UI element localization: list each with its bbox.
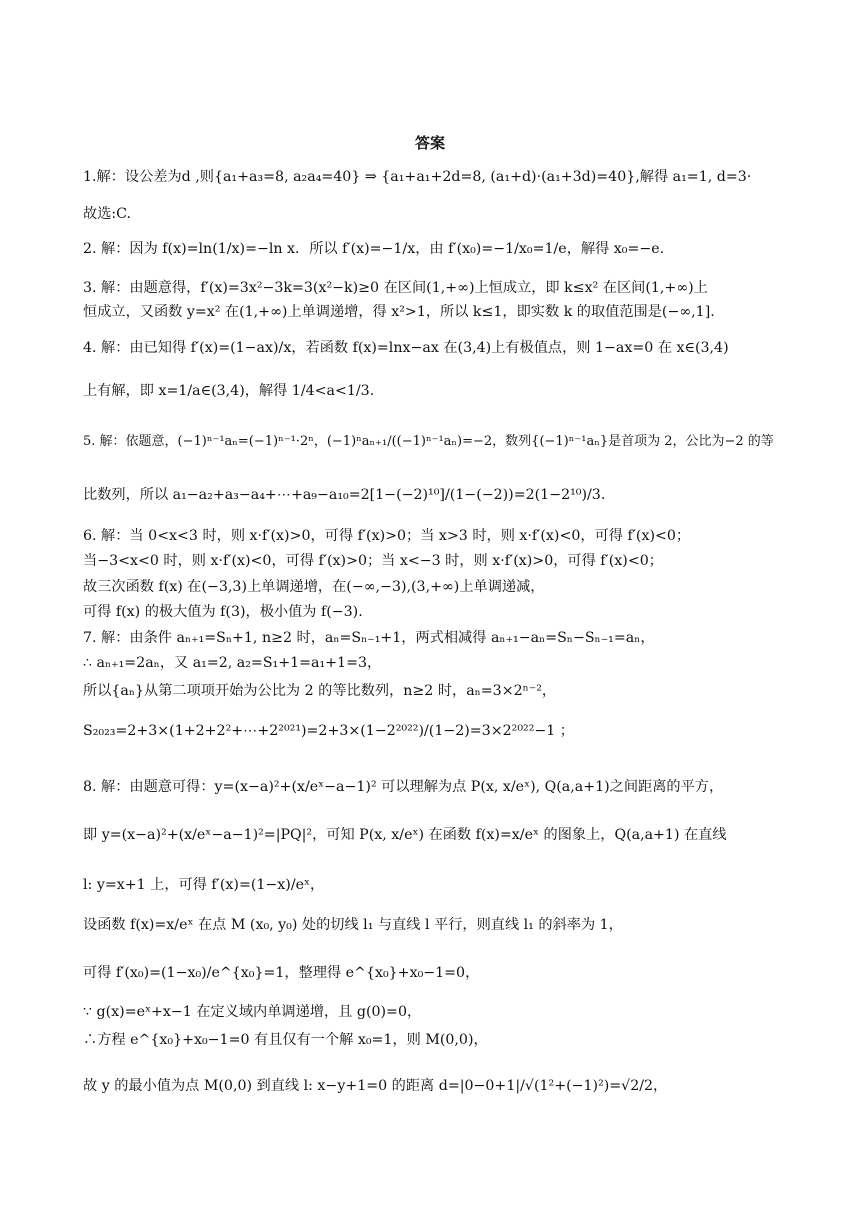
answer-line-9: 比数列，所以 a₁−a₂+a₃−a₄+⋯+a₉−a₁₀=2[1−(−2)¹⁰]/(1−(−2))=2(1−2¹⁰)/3. xyxy=(83,487,606,503)
answer-line-3: 2. 解：因为 f(x)=ln(1/x)=−ln x．所以 f′(x)=−1/x，由 f′(x₀)=−1/x₀=1/e，解得 x₀=−e. xyxy=(83,241,665,257)
answer-line-1: 1.解：设公差为d ,则{a₁+a₃=8, a₂a₄=40} ⇒ {a₁+a₁+2d=8, (a₁+d)·(a₁+3d)=40},解得 a₁=1, d=3· xyxy=(83,169,752,185)
answer-line-21: 设函数 f(x)=x/eˣ 在点 M (x₀, y₀) 处的切线 l₁ 与直线 l 平行，则直线 l₁ 的斜率为 1， xyxy=(83,917,623,933)
answer-line-2: 故选:C. xyxy=(83,206,132,222)
answer-line-23: ∵ g(x)=eˣ+x−1 在定义域内单调递增，且 g(0)=0， xyxy=(83,1004,422,1020)
answer-line-17: S₂₀₂₃=2+3×(1+2+2²+⋯+2²⁰²¹)=2+3×(1−2²⁰²²)/(1−2)=3×2²⁰²²−1 ； xyxy=(83,723,574,739)
answer-line-20: l: y=x+1 上，可得 f′(x)=(1−x)/eˣ， xyxy=(83,877,325,893)
answer-line-7: 上有解，即 x=1/a∈(3,4)，解得 1/4<a<1/3. xyxy=(83,383,375,399)
answer-line-11: 当−3<x<0 时，则 x·f′(x)<0，可得 f′(x)>0；当 x<−3 时，则 x·f′(x)>0，可得 f′(x)<0； xyxy=(83,553,663,569)
answer-line-4: 3. 解：由题意得，f′(x)=3x²−3k=3(x²−k)≥0 在区间(1,+∞)上恒成立，即 k≤x² 在区间(1,+∞)上 xyxy=(83,280,708,296)
answer-line-19: 即 y=(x−a)²+(x/eˣ−a−1)²=|PQ|²，可知 P(x, x/eˣ) 在函数 f(x)=x/eˣ 的图象上，Q(a,a+1) 在直线 xyxy=(83,827,727,843)
answer-line-25: 故 y 的最小值为点 M(0,0) 到直线 l: x−y+1=0 的距离 d=|0−0+1|/√(1²+(−1)²)=√2/2， xyxy=(83,1078,668,1094)
page-title: 答案 xyxy=(414,134,445,152)
answer-line-12: 故三次函数 f(x) 在(−3,3)上单调递增，在(−∞,−3),(3,+∞)上单调递减， xyxy=(83,579,545,595)
answer-line-8: 5. 解：依题意，(−1)ⁿ⁻¹aₙ=(−1)ⁿ⁻¹·2ⁿ，(−1)ⁿaₙ₊₁/((−1)ⁿ⁻¹aₙ)=−2，数列{(−1)ⁿ⁻¹aₙ}是首项为 2，公比为−2 的等 xyxy=(83,434,774,449)
answer-line-10: 6. 解：当 0<x<3 时，则 x·f′(x)>0，可得 f′(x)>0；当 x>3 时，则 x·f′(x)<0，可得 f′(x)<0； xyxy=(83,528,691,544)
answer-line-18: 8. 解：由题意可得：y=(x−a)²+(x/eˣ−a−1)² 可以理解为点 P(x, x/eˣ), Q(a,a+1)之间距离的平方， xyxy=(83,779,724,795)
answer-line-14: 7. 解：由条件 aₙ₊₁=Sₙ+1, n≥2 时，aₙ=Sₙ₋₁+1，两式相减得 aₙ₊₁−aₙ=Sₙ−Sₙ₋₁=aₙ， xyxy=(83,630,655,646)
answer-line-16: 所以{aₙ}从第二项项开始为公比为 2 的等比数列，n≥2 时，aₙ=3×2ⁿ⁻²， xyxy=(83,683,557,699)
answer-line-24: ∴方程 e^{x₀}+x₀−1=0 有且仅有一个解 x₀=1，则 M(0,0)， xyxy=(83,1032,488,1048)
answer-line-5: 恒成立，又函数 y=x² 在(1,+∞)上单调递增，得 x²>1，所以 k≤1，即实数 k 的取值范围是(−∞,1]. xyxy=(83,304,715,320)
answer-line-6: 4. 解：由已知得 f′(x)=(1−ax)/x，若函数 f(x)=lnx−ax 在(3,4)上有极值点，则 1−ax=0 在 x∈(3,4) xyxy=(83,340,729,356)
answer-line-22: 可得 f′(x₀)=(1−x₀)/e^{x₀}=1，整理得 e^{x₀}+x₀−1=0， xyxy=(83,965,480,981)
answer-line-15: ∴ aₙ₊₁=2aₙ，又 a₁=2, a₂=S₁+1=a₁+1=3， xyxy=(83,655,382,671)
answer-line-13: 可得 f(x) 的极大值为 f(3)，极小值为 f(−3). xyxy=(83,604,363,620)
